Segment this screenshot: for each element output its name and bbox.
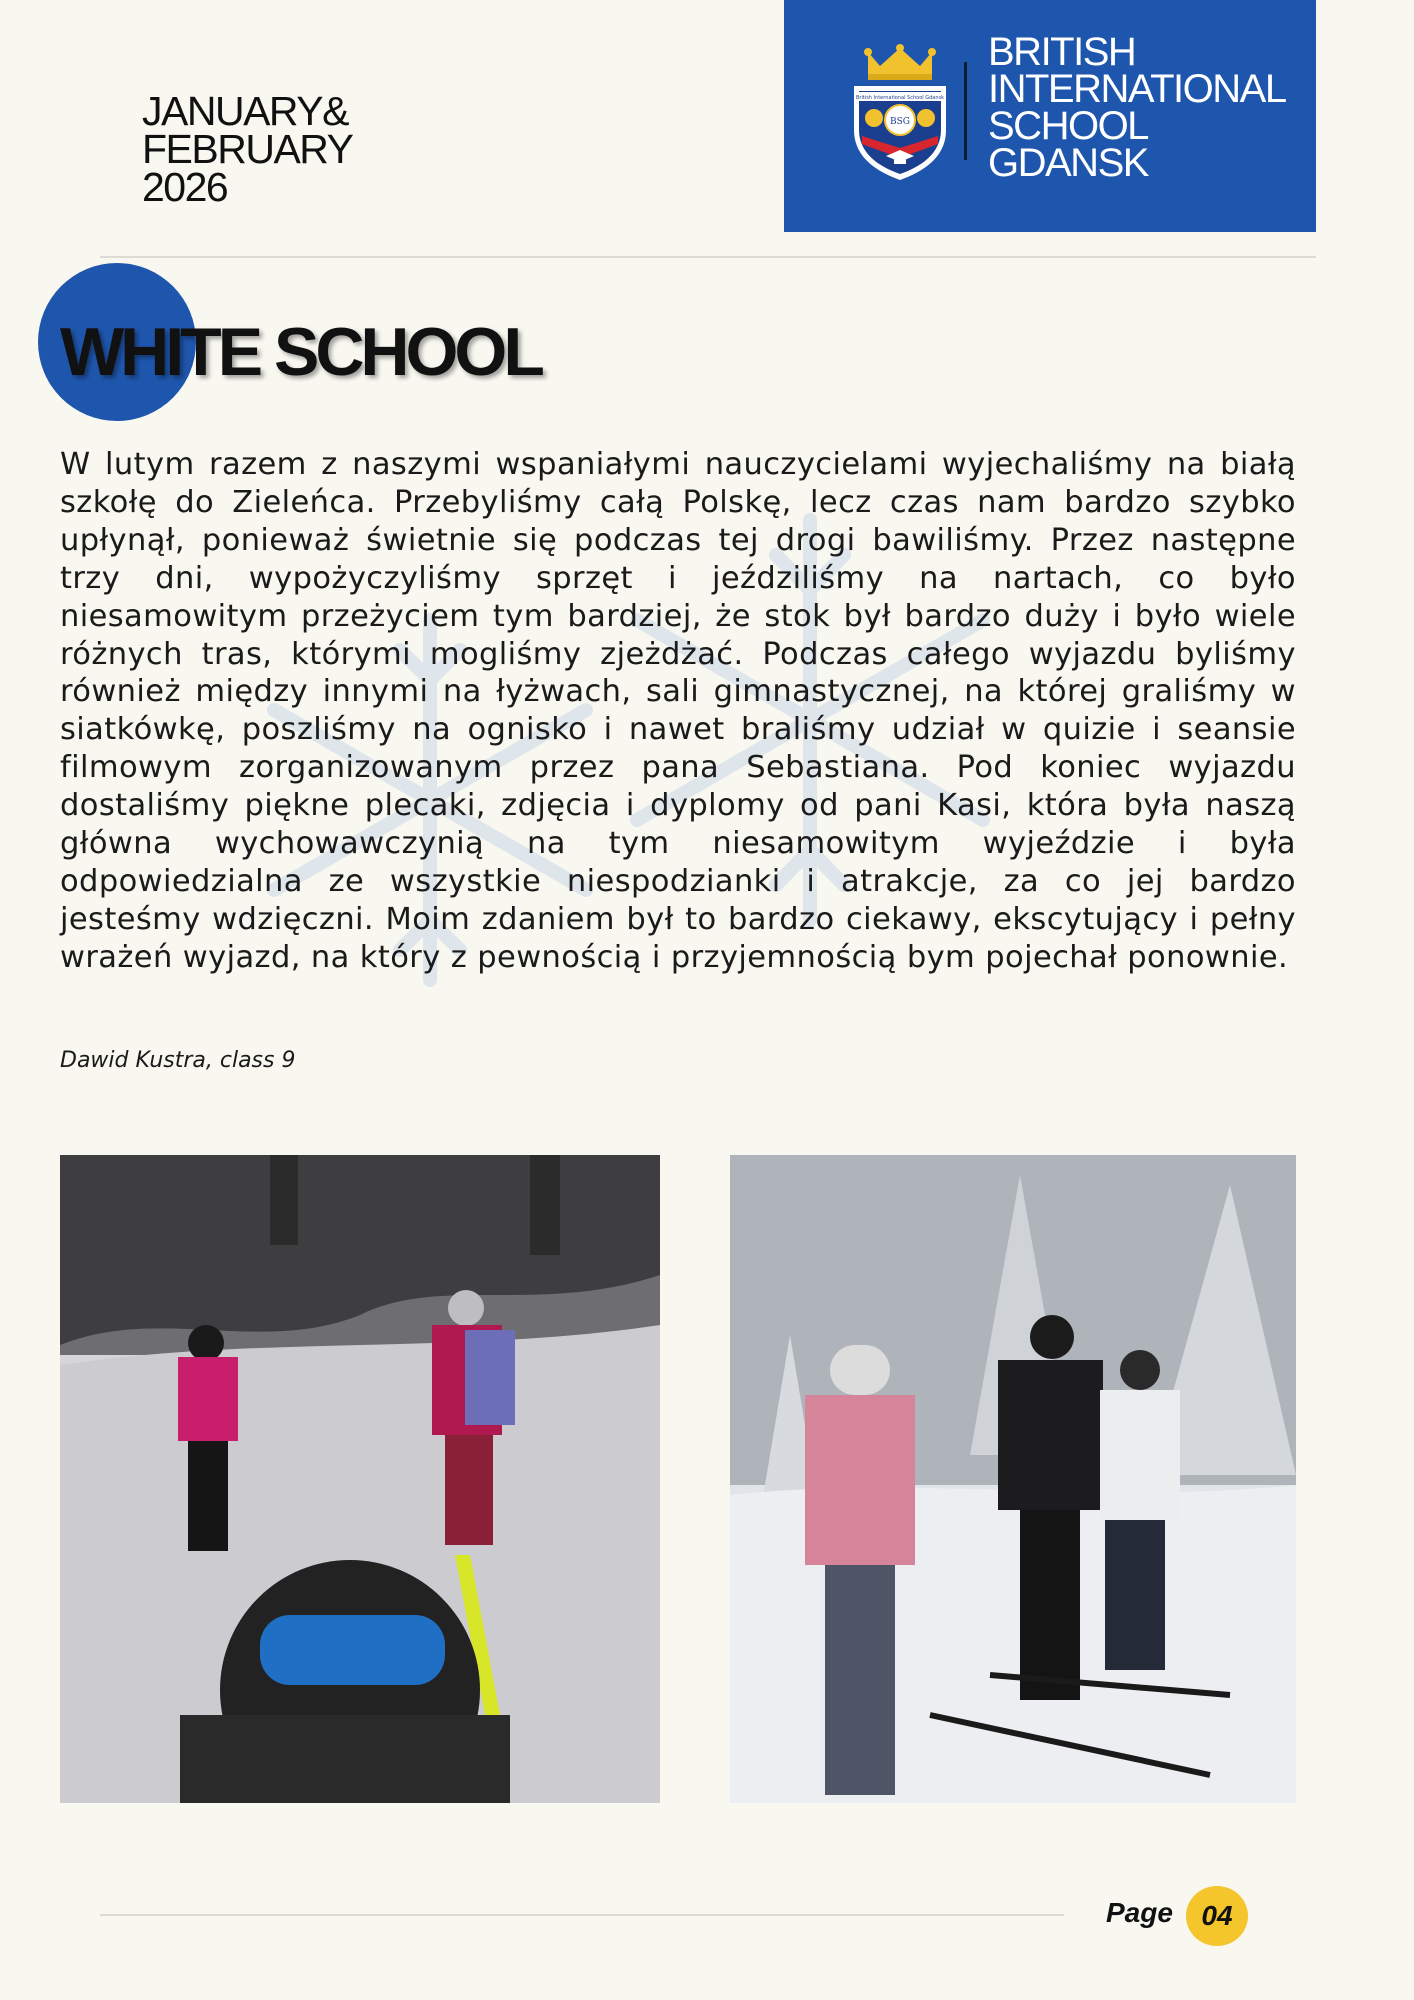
- page-number-badge: 04: [1186, 1886, 1248, 1946]
- ski-photo-group: [730, 1155, 1296, 1803]
- school-crest-logo: [850, 44, 950, 182]
- header-divider: [100, 256, 1316, 258]
- school-name: [988, 30, 1286, 185]
- footer-divider: [100, 1914, 1064, 1916]
- school-name-line-3: SCHOOL: [988, 104, 1148, 148]
- ski-photo-forest-slope: [60, 1155, 660, 1803]
- school-name-line-2: INTERNATIONAL: [988, 67, 1286, 111]
- crest-monogram-text: BSG: [890, 117, 910, 127]
- page-label: Page: [1106, 1897, 1173, 1928]
- issue-date-line-3: 2026: [142, 164, 228, 210]
- school-name-line-4: GDANSK: [988, 141, 1148, 185]
- article-title: WHITE SCHOOL: [60, 314, 541, 390]
- issue-date: [142, 88, 353, 210]
- article-author: Dawid Kustra, class 9: [60, 1048, 296, 1073]
- brand-divider: [964, 62, 967, 160]
- issue-date-line-2: FEBRUARY: [142, 126, 353, 172]
- school-brand-block: [784, 0, 1316, 232]
- crest-ribbon-text: British International School Gdansk: [855, 95, 945, 101]
- issue-date-line-1: JANUARY&: [142, 88, 348, 134]
- school-name-line-1: BRITISH: [988, 30, 1136, 74]
- article-body: W lutym razem z naszymi wspaniałymi nauczycielami wyjechaliśmy na białą szkołę do Zieleńca. Przebyliśmy całą Polskę, lecz czas nam bardzo szybko upłynął, ponieważ świetnie się podczas tej drogi bawiliśmy. Przez następne trzy dni, wypożyczyliśmy sprzęt i jeździliśmy na nartach, co było niesamowitym przeżyciem tym bardziej, że stok był bardzo duży i było wiele różnych tras, którymi mogliśmy zjeżdżać. Podczas całego wyjazdu byliśmy również między innymi na łyżwach, sali gimnastycznej, na której graliśmy w siatkówkę, poszliśmy na ognisko i nawet braliśmy udział w quizie i seansie filmowym zorganizowanym przez pana Sebastiana. Pod koniec wyjazdu dostaliśmy piękne plecaki, zdjęcia i dyplomy od pani Kasi, która była naszą główna wychowawczynią na tym niesamowitym wyjeździe i była odpowiedzialna ze wszystkie niespodzianki i atrakcje, za co jej bardzo jesteśmy wdzięczni. Moim zdaniem był to bardzo ciekawy, ekscytujący i pełny wrażeń wyjazd, na który z pewnością i przyjemnością bym pojechał ponownie.: [60, 447, 1296, 975]
